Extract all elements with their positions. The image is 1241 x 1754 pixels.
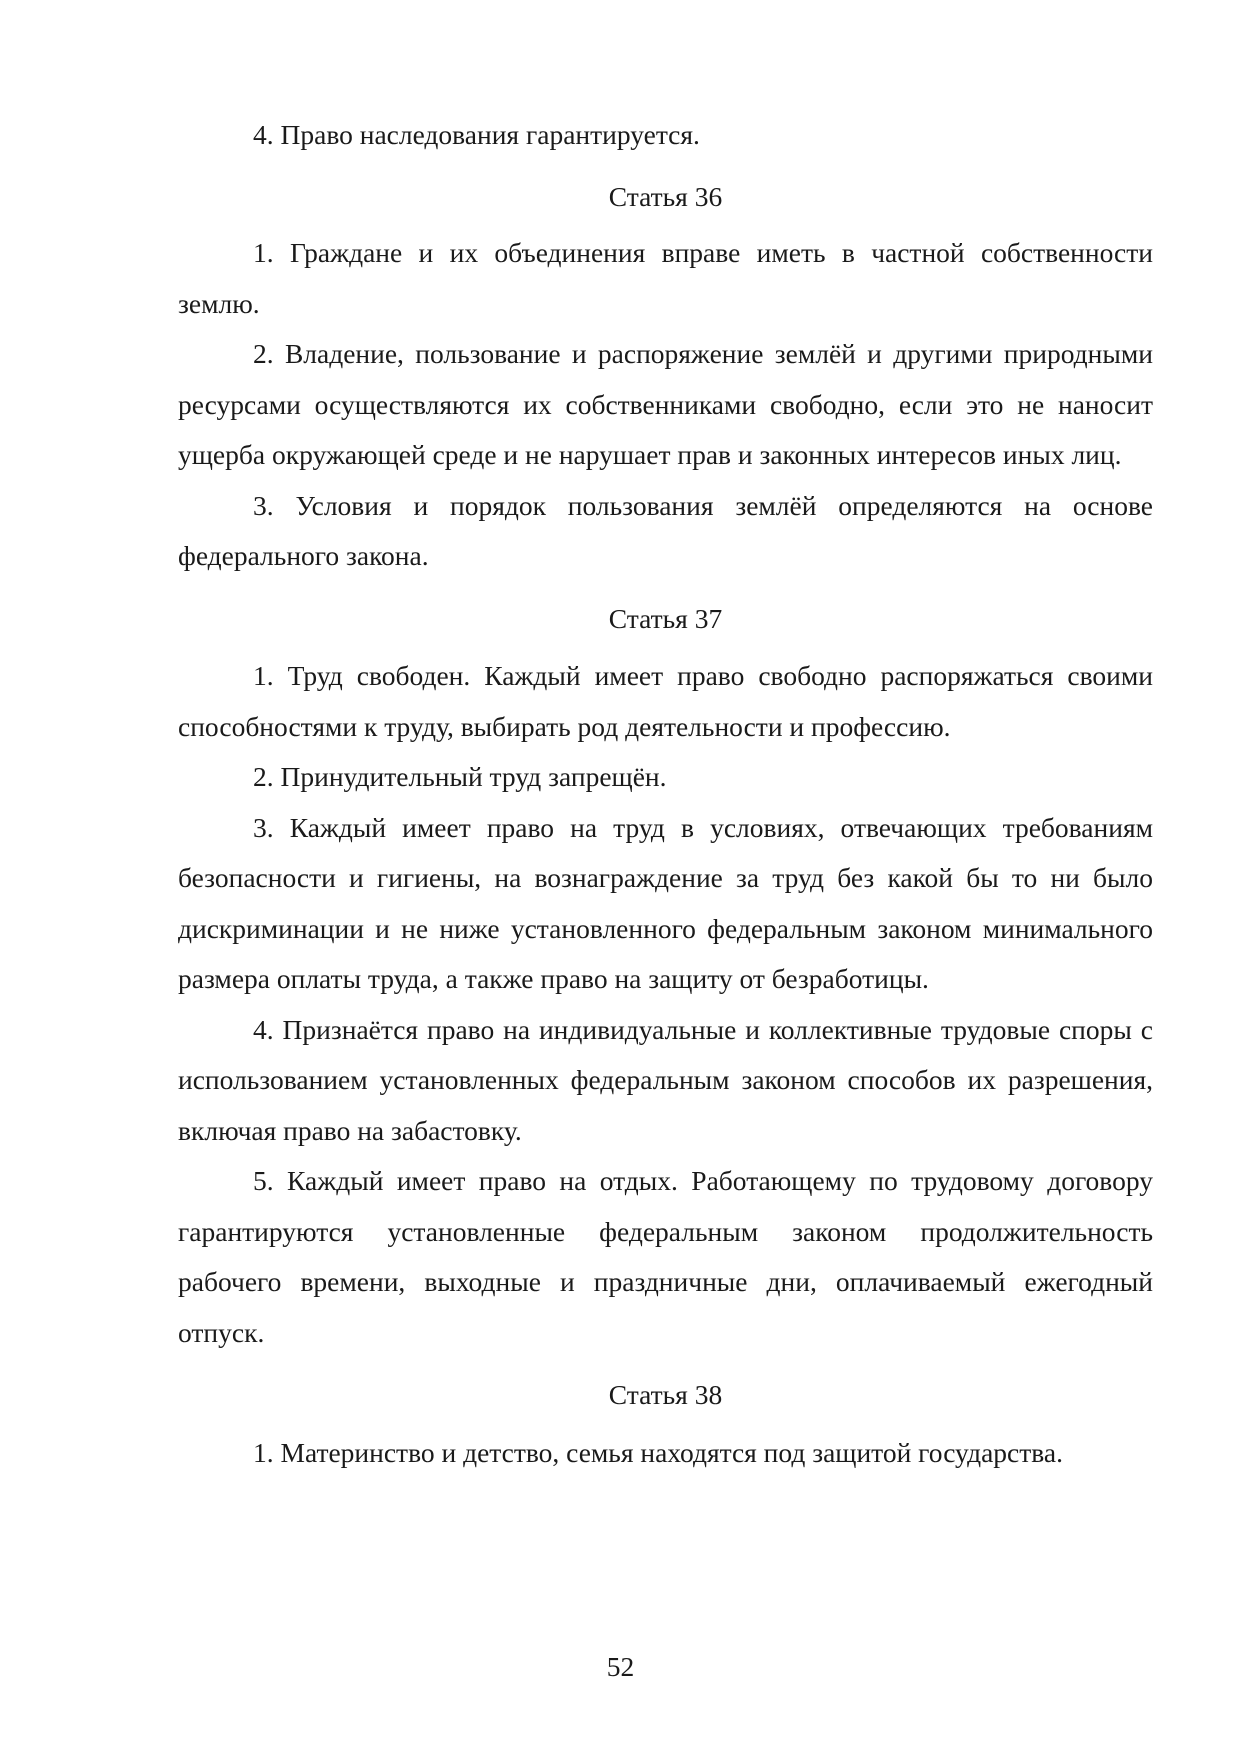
article-heading: Статья 37	[608, 602, 723, 634]
article-heading: Статья 36	[608, 180, 723, 212]
paragraph: 1. Труд свободен. Каждый имеет право свободно распоряжаться своими способностями к труду, выбирать род деятельности и профессию.	[178, 660, 1153, 742]
paragraph: 3. Условия и порядок пользования землёй определяются на основе федерального закона.	[178, 489, 1153, 571]
paragraph: 5. Каждый имеет право на отдых. Работающему по трудовому договору гарантируются установленные федеральным законом продолжительность рабочего времени, выходные и праздничные дни, оплачиваемый ежегодный отпуск.	[178, 1165, 1153, 1348]
page-number: 52	[606, 1651, 635, 1682]
article-36	[178, 172, 1153, 582]
article-heading: Статья 38	[608, 1379, 723, 1410]
article-38	[178, 1370, 1153, 1478]
document-page	[178, 110, 1153, 1478]
paragraph: 4. Признаётся право на индивидуальные и коллективные трудовые споры с использованием установленных федеральным законом способов их разрешения, включая право на забастовку.	[178, 1013, 1153, 1146]
paragraph: 3. Каждый имеет право на труд в условиях, отвечающих требованиям безопасности и гигиены, на вознаграждение за труд без какой бы то ни было дискриминации и не ниже установленного федеральным законом минимального размера оплаты труда, а также право на защиту от безработицы.	[178, 811, 1153, 994]
paragraph: 1. Граждане и их объединения вправе иметь в частной собственности землю.	[178, 237, 1153, 319]
article-37	[178, 594, 1153, 1359]
paragraph: 2. Принудительный труд запрещён.	[253, 761, 667, 792]
paragraph-intro: 4. Право наследования гарантируется.	[253, 119, 700, 150]
paragraph: 2. Владение, пользование и распоряжение землёй и другими природными ресурсами осуществляются их собственниками свободно, если это не наносит ущерба окружающей среде и не нарушает прав и законных интересов иных лиц.	[178, 338, 1153, 470]
paragraph: 1. Материнство и детство, семья находятся под защитой государства.	[253, 1436, 1063, 1468]
